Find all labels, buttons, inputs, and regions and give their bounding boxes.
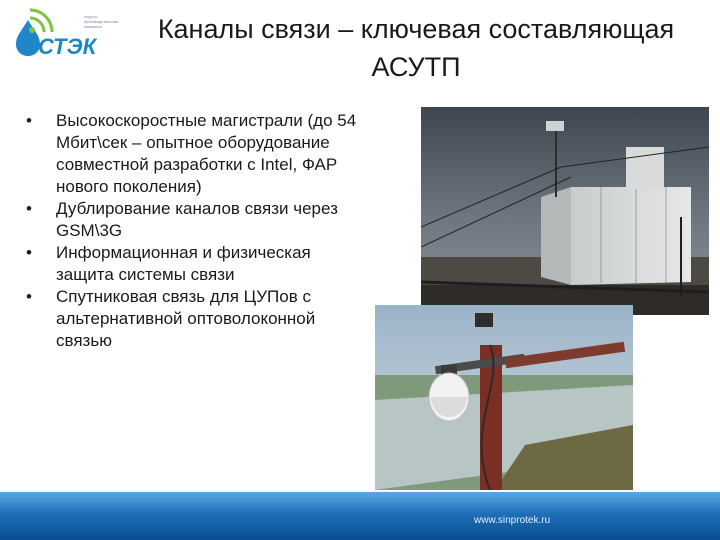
bullet-list [26, 110, 371, 352]
bullet-text: Дублирование каналов связи через GSM\3G [56, 199, 338, 240]
company-logo [8, 6, 126, 66]
bullet-text: Высокоскоростные магистрали (до 54 Мбит\сек – опытное оборудование совместной разработки с Intel, ФАР нового поколения) [56, 111, 357, 196]
bullet-item [26, 110, 371, 198]
bullet-marker: • [26, 199, 32, 218]
bullet-text: Информационная и физическая защита системы связи [56, 243, 311, 284]
bullet-marker: • [26, 111, 32, 130]
camera-mast-photo [375, 305, 633, 490]
bullet-text: Спутниковая связь для ЦУПов с альтернативной оптоволоконной связью [56, 287, 316, 350]
footer-bar [0, 492, 720, 540]
footer-url[interactable]: www.sinprotek.ru [474, 515, 551, 526]
equipment-container-photo [421, 107, 709, 315]
logo-tagline: научно-производственная компания [84, 14, 119, 29]
slide-title: Каналы связи – ключевая составляющая АСУТП [157, 14, 675, 82]
bullet-marker: • [26, 243, 32, 262]
bullet-item [26, 242, 371, 286]
logo-text: СТЭК [38, 34, 97, 59]
water-drop-icon [16, 20, 40, 56]
bullet-item [26, 286, 371, 352]
bullet-marker: • [26, 287, 32, 306]
bullet-item [26, 198, 371, 242]
